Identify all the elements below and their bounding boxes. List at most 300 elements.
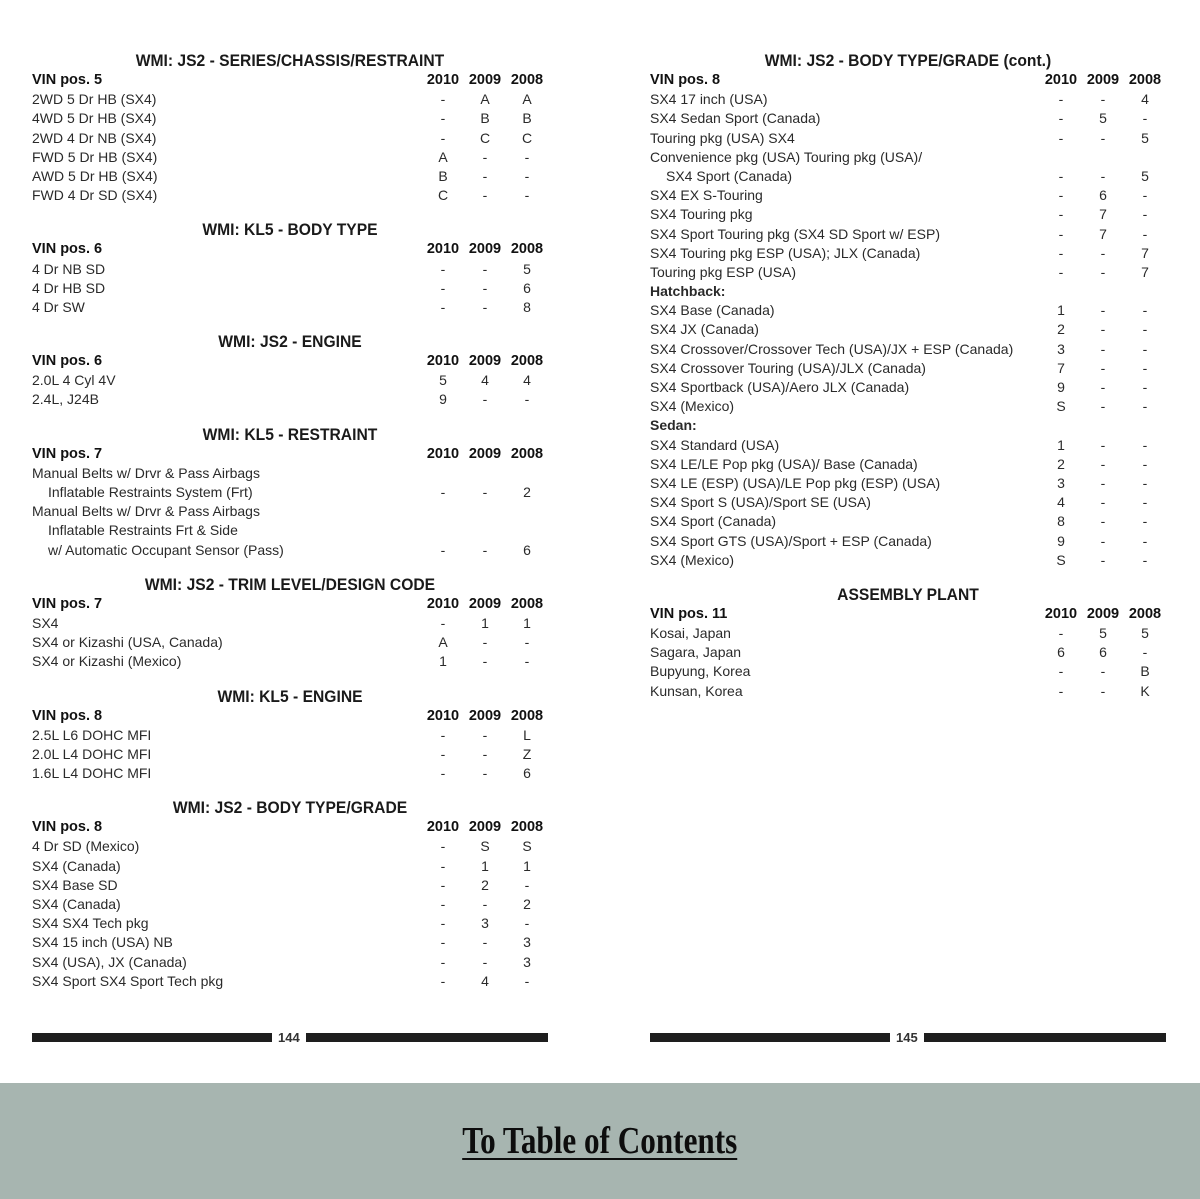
year-header: 2010: [426, 707, 460, 724]
left-page-footer: [32, 1027, 548, 1047]
code-cell: 5: [1099, 625, 1107, 642]
code-cell: -: [1142, 225, 1148, 242]
code-cell: -: [482, 298, 488, 315]
section-title: WMI: KL5 - BODY TYPE: [202, 220, 378, 240]
table-row: [650, 340, 1166, 359]
code-cell: 2: [1057, 321, 1065, 338]
code-cell: -: [524, 634, 530, 651]
code-cell: Z: [522, 745, 532, 762]
table-row: [650, 397, 1166, 416]
year-header: 2010: [426, 241, 460, 258]
table-of-contents-link[interactable]: To Table of Contents: [462, 1120, 738, 1162]
code-cell: B: [522, 110, 532, 127]
code-cell: -: [482, 260, 488, 277]
row-label: Sagara, Japan: [650, 644, 742, 661]
footer-rule: [32, 1033, 272, 1042]
code-cell: -: [1100, 455, 1106, 472]
row-label: SX4 SX4 Tech pkg: [32, 915, 149, 932]
section-title: WMI: KL5 - ENGINE: [217, 686, 363, 706]
table-row: [32, 167, 548, 186]
table-row: [32, 541, 548, 560]
row-label: Manual Belts w/ Drvr & Pass Airbags: [32, 503, 260, 520]
row-label: SX4 (Mexico): [650, 398, 735, 415]
table-row: [32, 876, 548, 895]
code-cell: -: [1058, 187, 1064, 204]
vin-position-label: VIN pos. 6: [32, 241, 103, 258]
code-cell: 1: [481, 614, 489, 631]
row-label: SX4 Sedan Sport (Canada): [650, 110, 821, 127]
row-label: SX4 Crossover/Crossover Tech (USA)/JX + ESP (Canada): [650, 340, 1014, 357]
column-header-row: [32, 445, 548, 464]
row-label: SX4 Sport S (USA)/Sport SE (USA): [650, 494, 871, 511]
code-cell: -: [1100, 398, 1106, 415]
code-cell: -: [482, 391, 488, 408]
code-cell: 7: [1099, 206, 1107, 223]
code-cell: B: [1140, 663, 1150, 680]
code-cell: B: [438, 167, 448, 184]
section-title: WMI: JS2 - BODY TYPE/GRADE (cont.): [764, 51, 1052, 70]
table-row: [650, 282, 1166, 301]
year-header: 2009: [468, 445, 502, 462]
table-row: [650, 436, 1166, 455]
code-cell: -: [1142, 455, 1148, 472]
code-cell: -: [482, 541, 488, 558]
table-row: [32, 502, 548, 521]
table-row: [650, 624, 1166, 643]
code-cell: -: [1058, 625, 1064, 642]
page-number: 144: [278, 1029, 300, 1045]
table-row: [32, 129, 548, 148]
footer-rule: [306, 1033, 548, 1042]
row-label: SX4 Sport SX4 Sport Tech pkg: [32, 972, 224, 989]
row-label: Touring pkg (USA) SX4: [650, 129, 795, 146]
table-row: [32, 483, 548, 502]
code-cell: 5: [1141, 129, 1149, 146]
row-label: SX4 Sport (Canada): [666, 167, 793, 184]
code-cell: -: [440, 298, 446, 315]
code-cell: -: [440, 110, 446, 127]
row-label: SX4 (Mexico): [650, 551, 735, 568]
code-cell: -: [1142, 321, 1148, 338]
code-cell: -: [1100, 340, 1106, 357]
code-cell: 9: [1057, 379, 1065, 395]
year-header: 2010: [426, 595, 460, 612]
code-cell: -: [1100, 663, 1106, 680]
year-header: 2009: [468, 707, 502, 724]
row-label: Convenience pkg (USA) Touring pkg (USA)/: [650, 148, 923, 165]
code-cell: -: [482, 726, 488, 743]
code-cell: -: [440, 279, 446, 296]
code-cell: C: [437, 187, 449, 204]
row-label: 2WD 5 Dr HB (SX4): [32, 91, 157, 108]
table-row: [32, 857, 548, 876]
code-cell: -: [482, 953, 488, 970]
right-page: [650, 50, 1166, 715]
table-row: [650, 682, 1166, 701]
row-label: FWD 4 Dr SD (SX4): [32, 187, 158, 204]
table-row: [32, 90, 548, 109]
row-label: Bupyung, Korea: [650, 663, 751, 680]
column-header-row: [32, 707, 548, 726]
vin-section: [32, 424, 548, 560]
row-label: SX4 Touring pkg ESP (USA); JLX (Canada): [650, 244, 921, 261]
code-cell: -: [440, 765, 446, 782]
column-header-row: [650, 71, 1166, 90]
table-row: [32, 914, 548, 933]
code-cell: -: [1100, 321, 1106, 338]
code-cell: S: [1056, 398, 1066, 415]
code-cell: -: [440, 896, 446, 912]
section-title: WMI: KL5 - RESTRAINT: [202, 424, 378, 444]
table-row: [650, 512, 1166, 531]
code-cell: -: [1058, 167, 1064, 184]
table-row: [32, 614, 548, 633]
code-cell: 2: [481, 876, 489, 893]
code-cell: 6: [523, 541, 531, 558]
year-header: 2010: [426, 353, 460, 370]
row-label: SX4 LE/LE Pop pkg (USA)/ Base (Canada): [650, 455, 918, 472]
code-cell: 3: [523, 953, 531, 970]
code-cell: 3: [481, 915, 489, 932]
code-cell: -: [440, 972, 446, 989]
code-cell: -: [440, 953, 446, 970]
code-cell: 5: [1141, 167, 1149, 184]
code-cell: -: [1142, 532, 1148, 549]
row-label: SX4: [32, 614, 59, 631]
code-cell: -: [1100, 436, 1106, 453]
code-cell: -: [1058, 682, 1064, 699]
table-row: [650, 493, 1166, 512]
section-title: ASSEMBLY PLANT: [837, 584, 979, 604]
table-row: [650, 244, 1166, 263]
code-cell: -: [482, 148, 488, 165]
row-label: AWD 5 Dr HB (SX4): [32, 167, 158, 184]
code-cell: -: [1058, 663, 1064, 680]
row-label: SX4 or Kizashi (USA, Canada): [32, 634, 223, 651]
code-cell: L: [523, 726, 531, 743]
table-row: [32, 953, 548, 972]
code-cell: 5: [1099, 110, 1107, 127]
code-cell: 2: [1057, 455, 1065, 472]
code-cell: 1: [523, 857, 531, 874]
row-label: SX4 Sport Touring pkg (SX4 SD Sport w/ ESP): [650, 225, 940, 242]
section-title: WMI: JS2 - ENGINE: [218, 332, 362, 352]
year-header: 2008: [510, 72, 544, 88]
table-row: [32, 148, 548, 167]
code-cell: -: [440, 745, 446, 762]
code-cell: -: [482, 745, 488, 762]
year-header: 2010: [426, 72, 460, 88]
vin-position-label: VIN pos. 7: [32, 595, 103, 612]
year-header: 2010: [426, 819, 460, 836]
code-cell: -: [1142, 513, 1148, 530]
year-header: 2009: [468, 353, 502, 370]
code-cell: -: [482, 765, 488, 782]
code-cell: C: [521, 129, 533, 146]
code-cell: A: [522, 91, 532, 108]
year-header: 2008: [510, 445, 544, 462]
year-header: 2009: [468, 595, 502, 612]
year-header: 2010: [1044, 605, 1078, 622]
code-cell: 7: [1057, 359, 1065, 376]
code-cell: A: [438, 148, 448, 165]
vin-position-label: VIN pos. 11: [650, 605, 728, 622]
code-cell: 1: [523, 614, 531, 631]
year-header: 2008: [510, 241, 544, 258]
row-label: SX4 15 inch (USA) NB: [32, 934, 173, 951]
code-cell: -: [524, 653, 530, 670]
row-label: SX4 Base SD: [32, 876, 118, 893]
code-cell: 8: [523, 298, 531, 315]
column-header-row: [650, 605, 1166, 624]
vin-position-label: VIN pos. 7: [32, 445, 103, 462]
code-cell: S: [1056, 551, 1066, 568]
table-row: [650, 474, 1166, 493]
table-row: [32, 390, 548, 409]
code-cell: -: [524, 972, 530, 989]
code-cell: 6: [1057, 644, 1065, 661]
code-cell: -: [1142, 494, 1148, 511]
code-cell: -: [1058, 91, 1064, 108]
row-label: SX4 Sport GTS (USA)/Sport + ESP (Canada): [650, 532, 932, 549]
code-cell: 6: [1099, 187, 1107, 204]
table-row: [32, 933, 548, 952]
code-cell: A: [480, 91, 490, 108]
footer-rule: [924, 1033, 1166, 1042]
table-row: [32, 895, 548, 914]
footer-rule: [650, 1033, 890, 1042]
code-cell: 4: [481, 972, 489, 989]
code-cell: 1: [1057, 302, 1065, 319]
row-label: SX4 or Kizashi (Mexico): [32, 653, 182, 670]
code-cell: -: [1100, 494, 1106, 511]
row-label: 4 Dr NB SD: [32, 260, 106, 277]
table-row: [650, 320, 1166, 339]
table-row: [650, 109, 1166, 128]
row-label: 4 Dr SD (Mexico): [32, 838, 140, 855]
code-cell: 1: [439, 653, 447, 670]
code-cell: -: [482, 279, 488, 296]
table-row: [650, 359, 1166, 378]
row-label: 4WD 5 Dr HB (SX4): [32, 110, 157, 127]
row-label: SX4 (USA), JX (Canada): [32, 953, 187, 970]
vin-position-label: VIN pos. 6: [32, 353, 103, 370]
vin-position-label: VIN pos. 8: [650, 72, 721, 88]
code-cell: -: [524, 167, 530, 184]
row-label: SX4 (Canada): [32, 896, 121, 912]
vin-section: [32, 331, 548, 410]
code-cell: -: [524, 876, 530, 893]
row-label: Inflatable Restraints Frt & Side: [48, 522, 238, 539]
table-row: [32, 298, 548, 317]
table-row: [32, 279, 548, 298]
year-header: 2009: [468, 241, 502, 258]
code-cell: -: [1142, 474, 1148, 491]
code-cell: -: [1100, 682, 1106, 699]
code-cell: 3: [523, 934, 531, 951]
table-row: [650, 186, 1166, 205]
code-cell: -: [1100, 532, 1106, 549]
code-cell: -: [1142, 644, 1148, 661]
code-cell: 2: [523, 484, 531, 500]
code-cell: -: [440, 91, 446, 108]
code-cell: -: [524, 915, 530, 932]
year-header: 2009: [1086, 605, 1120, 622]
column-header-row: [32, 240, 548, 259]
table-row: [650, 129, 1166, 148]
code-cell: K: [1140, 682, 1150, 699]
table-row: [650, 551, 1166, 570]
table-row: [32, 837, 548, 856]
code-cell: -: [524, 148, 530, 165]
code-cell: -: [1142, 398, 1148, 415]
code-cell: -: [1142, 436, 1148, 453]
table-row: [650, 225, 1166, 244]
table-row: [650, 532, 1166, 551]
table-row: [650, 205, 1166, 224]
code-cell: 5: [523, 260, 531, 277]
table-row: [650, 416, 1166, 435]
code-cell: -: [1100, 263, 1106, 280]
code-cell: -: [440, 129, 446, 146]
code-cell: -: [1100, 551, 1106, 568]
code-cell: -: [440, 260, 446, 277]
vin-position-label: VIN pos. 8: [32, 819, 103, 836]
code-cell: -: [1058, 244, 1064, 261]
code-cell: 5: [1141, 625, 1149, 642]
row-label: Kunsan, Korea: [650, 682, 743, 699]
code-cell: 5: [439, 372, 447, 389]
table-row: [650, 301, 1166, 320]
section-title: WMI: JS2 - BODY TYPE/GRADE: [172, 798, 408, 818]
year-header: 2008: [1128, 605, 1162, 622]
right-page-footer: [650, 1027, 1166, 1047]
code-cell: 6: [523, 765, 531, 782]
table-row: [32, 745, 548, 764]
code-cell: -: [440, 838, 446, 855]
code-cell: 1: [481, 857, 489, 874]
table-row: [650, 455, 1166, 474]
row-label: 2.0L L4 DOHC MFI: [32, 745, 152, 762]
table-row: [650, 167, 1166, 186]
vin-section: [32, 574, 548, 672]
code-cell: -: [1058, 225, 1064, 242]
code-cell: -: [524, 187, 530, 204]
code-cell: 1: [1057, 436, 1065, 453]
code-cell: -: [1100, 379, 1106, 395]
row-label: Hatchback:: [650, 283, 726, 300]
row-label: SX4 EX S-Touring: [650, 187, 763, 204]
table-row: [650, 643, 1166, 662]
table-row: [650, 263, 1166, 282]
row-label: SX4 JX (Canada): [650, 321, 759, 338]
code-cell: -: [1100, 513, 1106, 530]
column-header-row: [32, 352, 548, 371]
table-row: [32, 371, 548, 390]
code-cell: -: [1142, 110, 1148, 127]
code-cell: -: [1100, 91, 1106, 108]
code-cell: -: [440, 857, 446, 874]
code-cell: 7: [1141, 244, 1149, 261]
row-label: 4 Dr HB SD: [32, 279, 106, 296]
code-cell: -: [1100, 302, 1106, 319]
code-cell: -: [440, 484, 446, 500]
table-row: [32, 260, 548, 279]
year-header: 2009: [1086, 72, 1120, 88]
code-cell: S: [480, 838, 490, 855]
code-cell: 8: [1057, 513, 1065, 530]
code-cell: -: [1142, 302, 1148, 319]
section-title: WMI: JS2 - TRIM LEVEL/DESIGN CODE: [144, 574, 436, 594]
table-row: [32, 521, 548, 540]
row-label: SX4 Sport (Canada): [650, 513, 777, 530]
row-label: 2WD 4 Dr NB (SX4): [32, 129, 157, 146]
year-header: 2009: [468, 819, 502, 836]
code-cell: -: [1142, 551, 1148, 568]
table-row: [650, 90, 1166, 109]
table-row: [32, 186, 548, 205]
row-label: SX4 LE (ESP) (USA)/LE Pop pkg (ESP) (USA): [650, 474, 941, 491]
row-label: 4 Dr SW: [32, 298, 85, 315]
code-cell: -: [1142, 379, 1148, 395]
code-cell: 6: [1099, 644, 1107, 661]
table-row: [650, 148, 1166, 167]
code-cell: -: [1100, 129, 1106, 146]
row-label: 2.5L L6 DOHC MFI: [32, 726, 152, 743]
row-label: Inflatable Restraints System (Frt): [48, 484, 253, 500]
code-cell: S: [522, 838, 532, 855]
code-cell: -: [440, 541, 446, 558]
table-row: [32, 764, 548, 783]
row-label: SX4 17 inch (USA): [650, 91, 768, 108]
code-cell: -: [440, 876, 446, 893]
code-cell: 3: [1057, 474, 1065, 491]
section-title: WMI: JS2 - SERIES/CHASSIS/RESTRAINT: [135, 51, 445, 70]
vin-section: [32, 219, 548, 317]
code-cell: -: [1100, 474, 1106, 491]
year-header: 2008: [510, 595, 544, 612]
row-label: SX4 (Canada): [32, 857, 121, 874]
row-label: 1.6L L4 DOHC MFI: [32, 765, 152, 782]
code-cell: -: [440, 614, 446, 631]
vin-section: [650, 584, 1166, 701]
row-label: Kosai, Japan: [650, 625, 731, 642]
row-label: w/ Automatic Occupant Sensor (Pass): [48, 541, 284, 558]
table-row: [650, 662, 1166, 681]
code-cell: -: [1142, 187, 1148, 204]
row-label: 2.0L 4 Cyl 4V: [32, 372, 116, 389]
column-header-row: [32, 71, 548, 90]
year-header: 2010: [1044, 72, 1078, 88]
column-header-row: [32, 595, 548, 614]
code-cell: -: [482, 167, 488, 184]
code-cell: -: [440, 915, 446, 932]
code-cell: -: [1100, 359, 1106, 376]
code-cell: -: [1142, 340, 1148, 357]
code-cell: -: [1058, 263, 1064, 280]
row-label: SX4 Crossover Touring (USA)/JLX (Canada): [650, 359, 926, 376]
vin-section: [32, 50, 548, 205]
vin-position-label: VIN pos. 8: [32, 707, 103, 724]
code-cell: -: [482, 653, 488, 670]
row-label: Touring pkg ESP (USA): [650, 263, 797, 280]
left-page: [32, 50, 548, 1005]
code-cell: A: [438, 634, 448, 651]
row-label: SX4 Base (Canada): [650, 302, 775, 319]
code-cell: -: [1142, 359, 1148, 376]
row-label: FWD 5 Dr HB (SX4): [32, 148, 158, 165]
code-cell: 9: [1057, 532, 1065, 549]
